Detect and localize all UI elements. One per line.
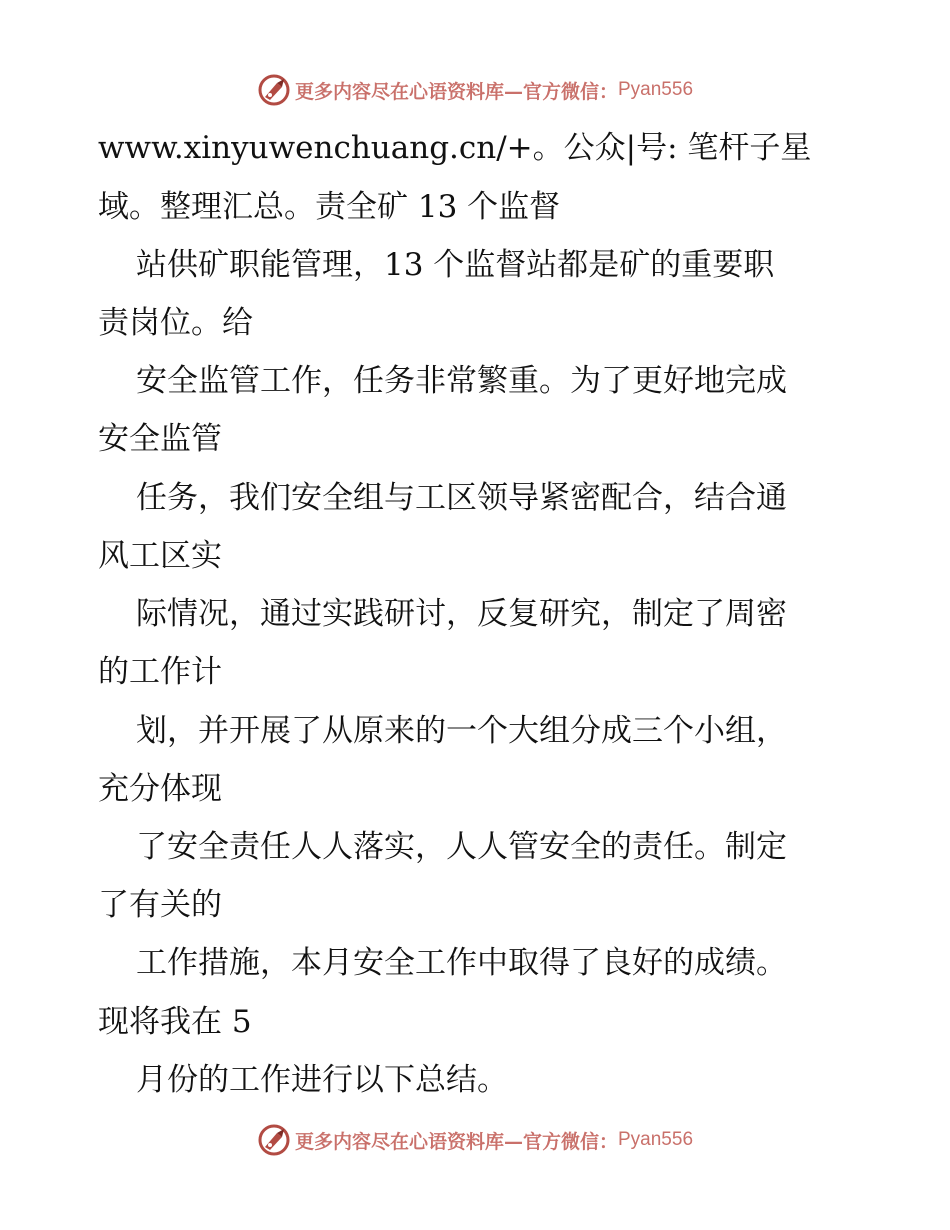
paragraph-line: 安全监管工作，任务非常繁重。为了更好地完成 bbox=[136, 363, 787, 399]
text-line: 的工作计 bbox=[98, 654, 222, 690]
paragraph-line: 任务，我们安全组与工区领导紧密配合，结合通 bbox=[136, 480, 787, 516]
paragraph-line: 月份的工作进行以下总结。 bbox=[136, 1062, 508, 1098]
paragraph-line: 际情况，通过实践研讨，反复研究，制定了周密 bbox=[136, 596, 787, 632]
text-line: 了有关的 bbox=[98, 887, 222, 923]
banner-text: 更多内容尽在心语资料库—官方微信： bbox=[294, 1130, 618, 1153]
banner-text: 更多内容尽在心语资料库—官方微信： bbox=[294, 80, 618, 103]
paragraph-line: 划，并开展了从原来的一个大组分成三个小组， bbox=[136, 713, 787, 749]
text-line: 风工区实 bbox=[98, 538, 222, 574]
text-line: 充分体现 bbox=[98, 771, 222, 807]
header-banner bbox=[0, 70, 950, 110]
pen-nib-logo-icon bbox=[257, 73, 291, 107]
wechat-id: Pyan556 bbox=[618, 1129, 694, 1150]
pen-nib-logo-icon bbox=[257, 1123, 291, 1157]
paragraph-line: 了安全责任人人落实，人人管安全的责任。制定 bbox=[136, 829, 787, 865]
text-line: 现将我在 5 bbox=[98, 1004, 252, 1040]
paragraph-line: 工作措施，本月安全工作中取得了良好的成绩。 bbox=[136, 945, 787, 981]
text-line: 责岗位。给 bbox=[98, 305, 253, 341]
text-line: 安全监管 bbox=[98, 421, 222, 457]
text-line: www.xinyuwenchuang.cn/+。公众|号: 笔杆子星 bbox=[98, 130, 812, 166]
text-line: 域。整理汇总。责全矿 13 个监督 bbox=[98, 189, 561, 225]
paragraph-line: 站供矿职能管理，13 个监督站都是矿的重要职 bbox=[136, 247, 775, 283]
wechat-id: Pyan556 bbox=[618, 79, 694, 100]
footer-banner bbox=[0, 1120, 950, 1160]
